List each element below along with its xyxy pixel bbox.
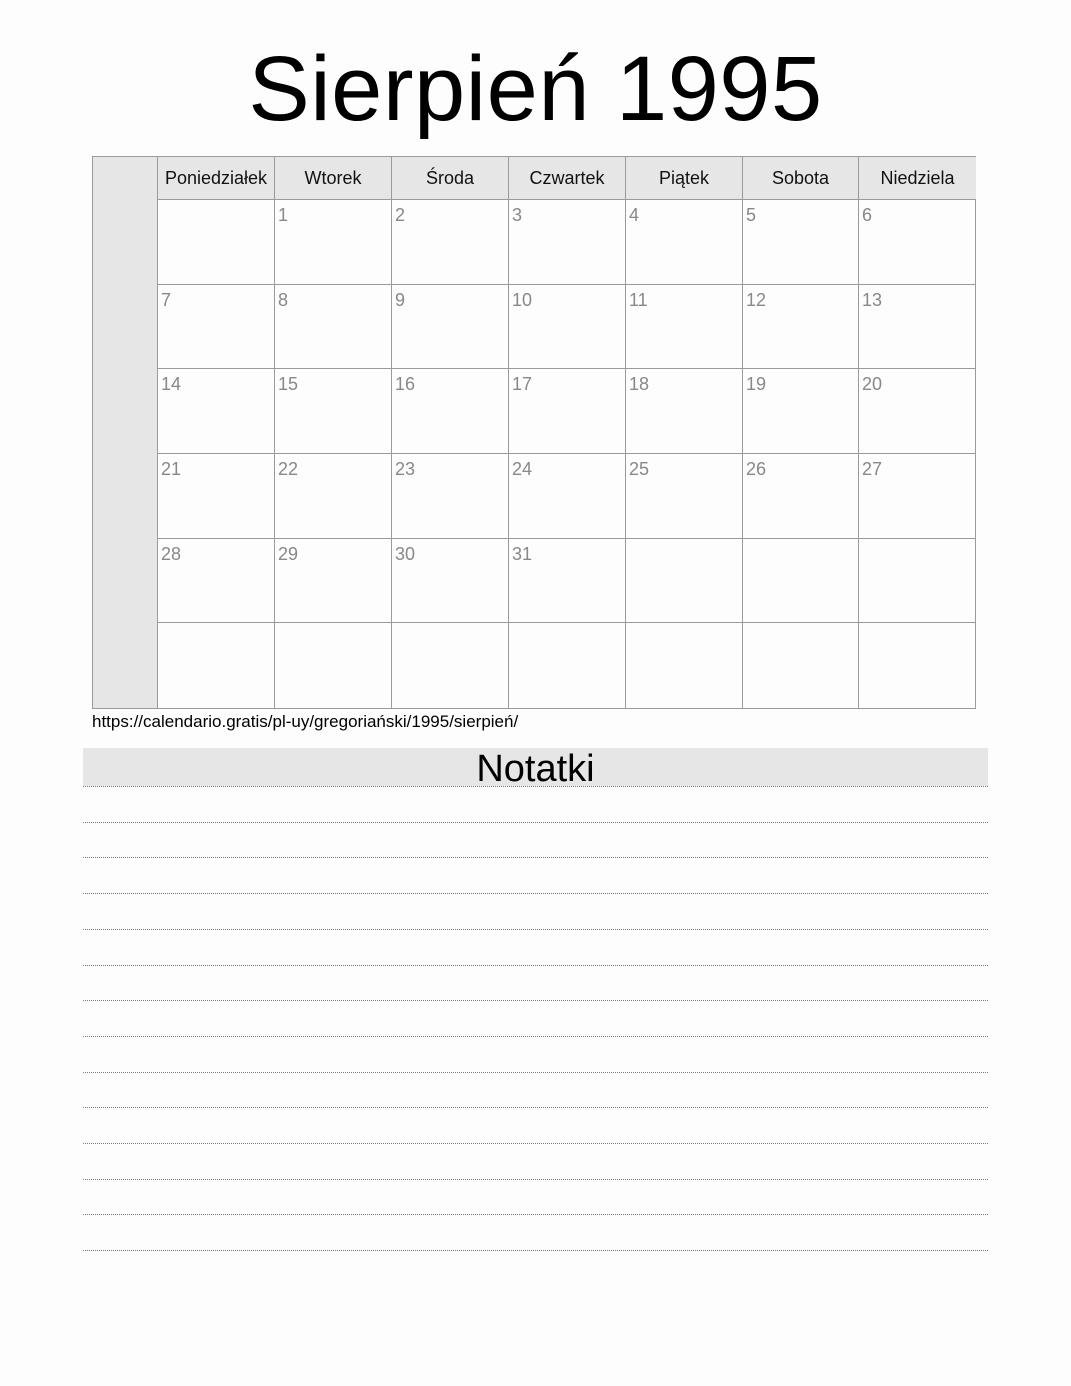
day-cell [392, 454, 509, 539]
day-cell [626, 285, 743, 370]
day-cell [626, 200, 743, 285]
day-cell [509, 369, 626, 454]
note-line [83, 857, 988, 858]
day-cell [392, 285, 509, 370]
calendar-days-grid [158, 157, 975, 708]
day-number: 30 [395, 543, 416, 564]
day-cell [626, 369, 743, 454]
note-line [83, 1214, 988, 1215]
day-number: 20 [862, 374, 883, 395]
day-number: 12 [746, 289, 767, 310]
day-number: 5 [746, 205, 757, 225]
day-cell [743, 369, 859, 454]
note-line [83, 929, 988, 930]
day-cell [158, 623, 275, 708]
day-cell [509, 454, 626, 539]
page-title: Sierpień 1995 [248, 38, 823, 140]
day-cell [626, 539, 743, 624]
day-number: 27 [862, 458, 883, 479]
weekday-header: Niedziela [859, 157, 976, 200]
note-line [83, 1036, 988, 1037]
day-cell [392, 539, 509, 624]
day-cell [158, 539, 275, 624]
weekday-header: Czwartek [509, 157, 626, 200]
notes-heading: Notatki [83, 748, 988, 786]
note-line [83, 1250, 988, 1251]
day-number: 31 [512, 543, 533, 564]
day-number: 24 [512, 458, 533, 479]
day-number: 4 [629, 205, 640, 225]
day-cell [275, 623, 392, 708]
day-number: 18 [629, 374, 650, 395]
note-line [83, 965, 988, 966]
day-cell [743, 623, 859, 708]
day-cell [158, 200, 275, 285]
day-cell [859, 369, 976, 454]
note-line [83, 1143, 988, 1144]
day-cell [275, 369, 392, 454]
day-number: 8 [278, 289, 289, 310]
day-cell [275, 539, 392, 624]
day-number: 3 [512, 205, 523, 225]
day-number: 25 [629, 458, 650, 479]
day-number: 21 [161, 458, 182, 479]
day-cell [859, 285, 976, 370]
day-number: 23 [395, 458, 416, 479]
note-line [83, 1072, 988, 1073]
day-cell [509, 200, 626, 285]
day-cell [509, 285, 626, 370]
day-number: 29 [278, 543, 299, 564]
weekday-header: Wtorek [275, 157, 392, 200]
day-number: 2 [395, 205, 406, 225]
day-number: 11 [629, 289, 648, 310]
note-line [83, 893, 988, 894]
day-cell [743, 200, 859, 285]
day-cell [859, 623, 976, 708]
day-number: 17 [512, 374, 533, 395]
day-number: 22 [278, 458, 299, 479]
day-cell [275, 454, 392, 539]
day-number: 26 [746, 458, 767, 479]
note-line [83, 822, 988, 823]
day-cell [859, 200, 976, 285]
day-cell [859, 539, 976, 624]
day-cell [509, 623, 626, 708]
day-number: 9 [395, 289, 406, 310]
day-cell [392, 200, 509, 285]
day-cell [626, 454, 743, 539]
day-cell [275, 285, 392, 370]
day-cell [626, 623, 743, 708]
day-number: 19 [746, 374, 767, 395]
day-cell [275, 200, 392, 285]
day-cell [158, 369, 275, 454]
source-url: https://calendario.gratis/pl-uy/gregoriański/1995/sierpień/ [92, 712, 519, 731]
day-number: 13 [862, 289, 883, 310]
day-cell [743, 285, 859, 370]
day-cell [743, 539, 859, 624]
day-cell [859, 454, 976, 539]
day-cell [158, 285, 275, 370]
day-number: 15 [278, 374, 299, 395]
note-line [83, 1179, 988, 1180]
weekday-header: Sobota [743, 157, 859, 200]
note-line [83, 1107, 988, 1108]
day-number: 28 [161, 543, 182, 564]
weekday-header: Piątek [626, 157, 743, 200]
note-line [83, 1000, 988, 1001]
weekday-header: Poniedziałek [158, 157, 275, 200]
day-number: 7 [161, 289, 172, 310]
weekday-header: Środa [392, 157, 509, 200]
week-number-column [93, 157, 158, 708]
day-number: 14 [161, 374, 182, 395]
day-cell [743, 454, 859, 539]
calendar-grid [92, 156, 976, 709]
day-cell [509, 539, 626, 624]
day-cell [158, 454, 275, 539]
day-number: 6 [862, 205, 873, 225]
note-line [83, 786, 988, 787]
day-number: 16 [395, 374, 416, 395]
day-cell [392, 623, 509, 708]
day-cell [392, 369, 509, 454]
day-number: 1 [278, 205, 289, 225]
day-number: 10 [512, 289, 533, 310]
